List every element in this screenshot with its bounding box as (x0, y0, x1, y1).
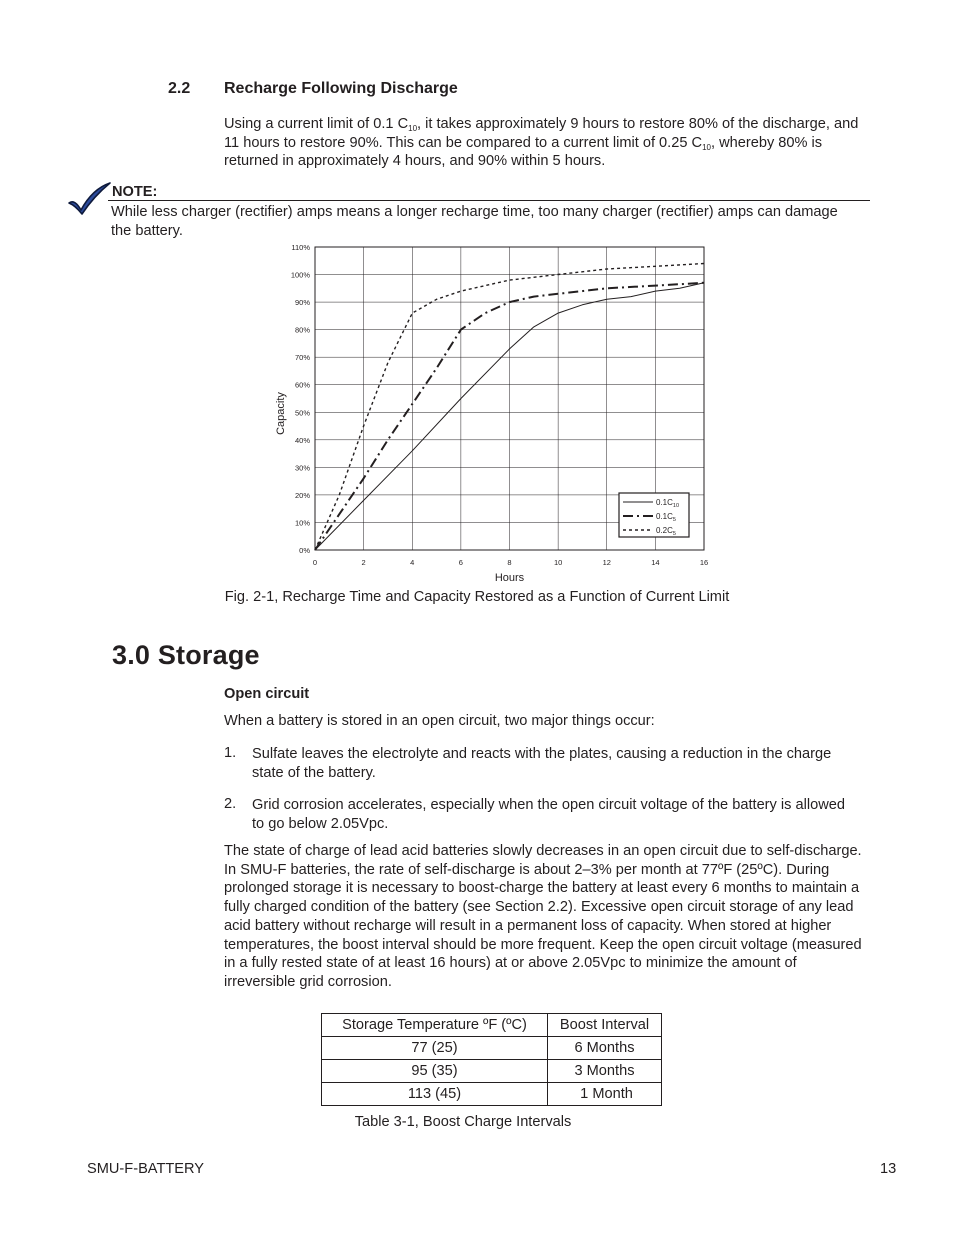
y-tick-labels (291, 243, 311, 555)
list-item: Sulfate leaves the electrolyte and reacts with the plates, causing a reduction in the charge state of the battery. (252, 746, 832, 781)
y-tick-label: 70% (294, 353, 310, 363)
list-item: Grid corrosion accelerates, especially when the open circuit voltage of the battery is allowed to go below 2.05Vpc. (252, 797, 845, 832)
table-header: Boost Interval (548, 1014, 662, 1037)
storage-intro: When a battery is stored in an open circuit, two major things occur: (224, 713, 655, 729)
y-tick-label: 90% (294, 298, 310, 308)
x-tick-labels (313, 558, 708, 567)
table-caption: Table 3-1, Boost Charge Intervals (354, 1114, 572, 1130)
y-tick-label: 10% (294, 518, 310, 528)
list-item-number: 1. (224, 745, 237, 761)
table-cell: 3 Months (548, 1060, 662, 1083)
y-tick-label: 30% (294, 463, 310, 473)
y-tick-label: 50% (294, 408, 310, 418)
legend-label: $0.1C_5$ (656, 512, 676, 523)
x-tick-label: 14 (651, 558, 660, 567)
section-number: 2.2 (168, 80, 191, 97)
table-cell: 77 (25) (322, 1037, 548, 1060)
legend-label: $0.2C_5$ (656, 526, 676, 537)
x-tick-label: 2 (361, 558, 366, 567)
x-tick-label: 16 (699, 558, 709, 567)
x-tick-label: 6 (458, 558, 463, 567)
legend-label: $0.1C_{10}$ (656, 498, 680, 509)
table-row (322, 1083, 662, 1106)
y-tick-label: 110% (291, 243, 310, 252)
table-cell: 95 (35) (322, 1060, 548, 1083)
storage-heading: 3.0 Storage (112, 640, 260, 670)
x-tick-label: 8 (507, 558, 512, 567)
table-header: Storage Temperature ºF (ºC) (322, 1014, 548, 1037)
note-divider (108, 200, 870, 201)
x-tick-label: 0 (312, 558, 318, 567)
footer-page-number: 13 (880, 1161, 897, 1177)
note-text: While less charger (rectifier) amps means a longer recharge time, too many charger (rectifier) amps can damage the battery. (111, 204, 838, 239)
table-cell: 113 (45) (322, 1083, 548, 1106)
table-row (322, 1060, 662, 1083)
table-cell: 6 Months (548, 1037, 662, 1060)
x-tick-label: 4 (410, 558, 415, 567)
y-tick-label: 80% (294, 325, 310, 335)
open-circuit-subheading: Open circuit (224, 686, 310, 702)
table-cell: 1 Month (548, 1083, 662, 1106)
y-tick-label: 0% (299, 546, 310, 555)
y-tick-label: 100% (290, 270, 310, 280)
y-tick-label: 20% (294, 490, 310, 500)
y-tick-label: 60% (294, 380, 310, 390)
recharge-chart (260, 240, 730, 590)
table-row (322, 1037, 662, 1060)
recharge-paragraph: Using a current limit of 0.1 $C_{10}$, it takes approximately 9 hours to restore 80% of the discharge, and 11 hours to restore 90%. This can be compared to a current limit of 0.25 $C_{10}$, whereby 80% is returned in approximately 4 hours, and 90% within 5 hours. (224, 116, 859, 169)
section-title: Recharge Following Discharge (224, 80, 458, 97)
y-tick-label: 40% (294, 435, 310, 445)
table-header-row (322, 1014, 662, 1037)
x-tick-label: 12 (602, 558, 611, 567)
x-tick-label: 10 (553, 558, 563, 567)
x-axis-label: Hours (494, 572, 525, 584)
figure-caption: Fig. 2-1, Recharge Time and Capacity Restored as a Function of Current Limit (224, 589, 730, 605)
checkmark-icon (66, 181, 112, 217)
storage-body: The state of charge of lead acid batteries slowly decreases in an open circuit due to self-discharge. In SMU-F batteries, the rate of self-discharge is about 2–3% per month at 77ºF (25ºC). During prolonged storage it is necessary to boost-charge the battery at least every 6 months to maintain a fully charged condition of the battery (see Section 2.2). Excessive open circuit storage of any lead acid battery without recharge will result in a permanent loss of capacity. When stored at higher temperatures, the boost interval should be more frequent. Keep the open circuit voltage (measured in a fully rested state of at least 16 hours) at or above 2.05Vpc to minimize the amount of irreversible grid corrosion. (224, 843, 862, 990)
boost-interval-table (321, 1013, 662, 1106)
note-label: NOTE: (112, 184, 158, 200)
list-item-number: 2. (224, 796, 237, 812)
chart-legend (619, 493, 689, 537)
footer-doc-name: SMU-F-BATTERY (87, 1161, 205, 1177)
y-axis-label: Capacity (275, 392, 287, 435)
